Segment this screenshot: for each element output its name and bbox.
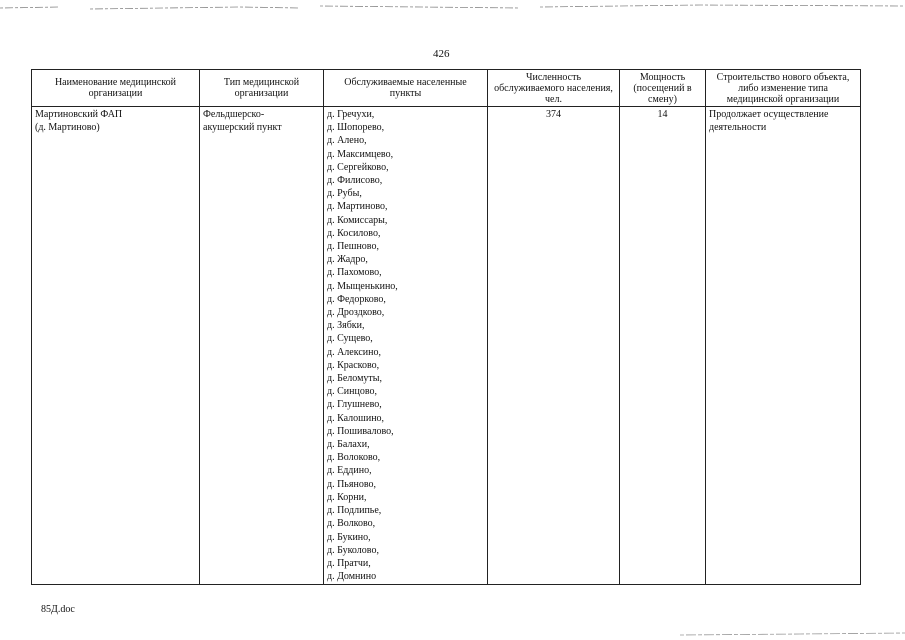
settlement-item: д. Мыщенькино,	[327, 280, 398, 292]
settlement-item: д. Калошино,	[327, 412, 385, 424]
settlement-item: д. Еддино,	[327, 465, 372, 477]
construction-line2: деятельности	[709, 122, 767, 134]
settlement-item: д. Букино,	[327, 531, 371, 543]
settlement-item: д. Волоково,	[327, 452, 381, 464]
settlement-item: д. Комиссары,	[327, 214, 388, 226]
settlement-item: д. Пешново,	[327, 241, 379, 253]
settlement-item: д. Пошивалово,	[327, 425, 394, 437]
settlement-item: д. Федорково,	[327, 293, 386, 305]
settlement-item: д. Беломуты,	[327, 373, 382, 385]
settlement-item: д. Балахи,	[327, 439, 370, 451]
settlement-item: д. Буколово,	[327, 544, 379, 556]
header-settlements: Обслуживаемые населенные пункты	[324, 70, 488, 107]
header-capacity: Мощность (посещений в смену)	[620, 70, 706, 107]
organization-name: Мартиновский ФАП	[35, 109, 123, 120]
page-number: 426	[433, 48, 450, 60]
cell-population: 374	[488, 107, 620, 585]
scan-edge-top	[0, 2, 905, 14]
settlement-item: д. Пратчи,	[327, 557, 371, 569]
scan-edge-bottom	[680, 628, 905, 640]
organization-type-line1: Фельдшерско-	[203, 109, 265, 120]
settlement-item: д. Алексино,	[327, 346, 381, 358]
settlement-item: д. Гречухи,	[327, 109, 375, 120]
table-header-row	[32, 70, 861, 107]
settlement-item: д. Филисово,	[327, 175, 383, 187]
cell-capacity: 14	[620, 107, 706, 585]
settlement-item: д. Рубы,	[327, 188, 362, 200]
header-organization-name: Наименование медицинской организации	[32, 70, 200, 107]
settlement-item: д. Дроздково,	[327, 307, 385, 319]
cell-settlements	[324, 107, 488, 585]
cell-organization-name	[32, 107, 200, 585]
settlement-item: д. Мартиново,	[327, 201, 388, 213]
settlement-item: д. Жадро,	[327, 254, 368, 266]
organization-location: (д. Мартиново)	[35, 122, 100, 134]
settlement-item: д. Зябки,	[327, 320, 365, 332]
cell-construction	[706, 107, 861, 585]
settlement-item: д. Шопорево,	[327, 122, 385, 134]
settlement-item: д. Косилово,	[327, 227, 381, 239]
settlement-item: д. Алено,	[327, 135, 367, 147]
table-row	[32, 107, 861, 585]
settlement-item: д. Пьяново,	[327, 478, 376, 490]
organization-type-line2: акушерский пункт	[203, 122, 282, 134]
settlement-item: д. Сущево,	[327, 333, 373, 345]
settlement-item: д. Сергейково,	[327, 161, 389, 173]
settlement-item: д. Подлипье,	[327, 505, 382, 517]
construction-line1: Продолжает осуществление	[709, 109, 829, 120]
settlement-item: д. Красково,	[327, 359, 380, 371]
cell-organization-type	[200, 107, 324, 585]
settlement-item: д. Глушнево,	[327, 399, 382, 411]
settlement-item: д. Пахомово,	[327, 267, 382, 279]
header-population: Численность обслуживаемого населения, чел.	[488, 70, 620, 107]
settlement-item: д. Волково,	[327, 518, 376, 530]
settlement-list	[327, 108, 484, 583]
footer-filename: 85Д.doc	[41, 604, 75, 615]
settlement-item: д. Корни,	[327, 491, 367, 503]
settlement-item: д. Домнино	[327, 571, 377, 583]
settlement-item: д. Синцово,	[327, 386, 377, 398]
header-organization-type: Тип медицинской организации	[200, 70, 324, 107]
settlement-item: д. Максимцево,	[327, 148, 394, 160]
medical-organizations-table	[31, 69, 861, 585]
header-construction: Строительство нового объекта, либо изменение типа медицинской организации	[706, 70, 861, 107]
